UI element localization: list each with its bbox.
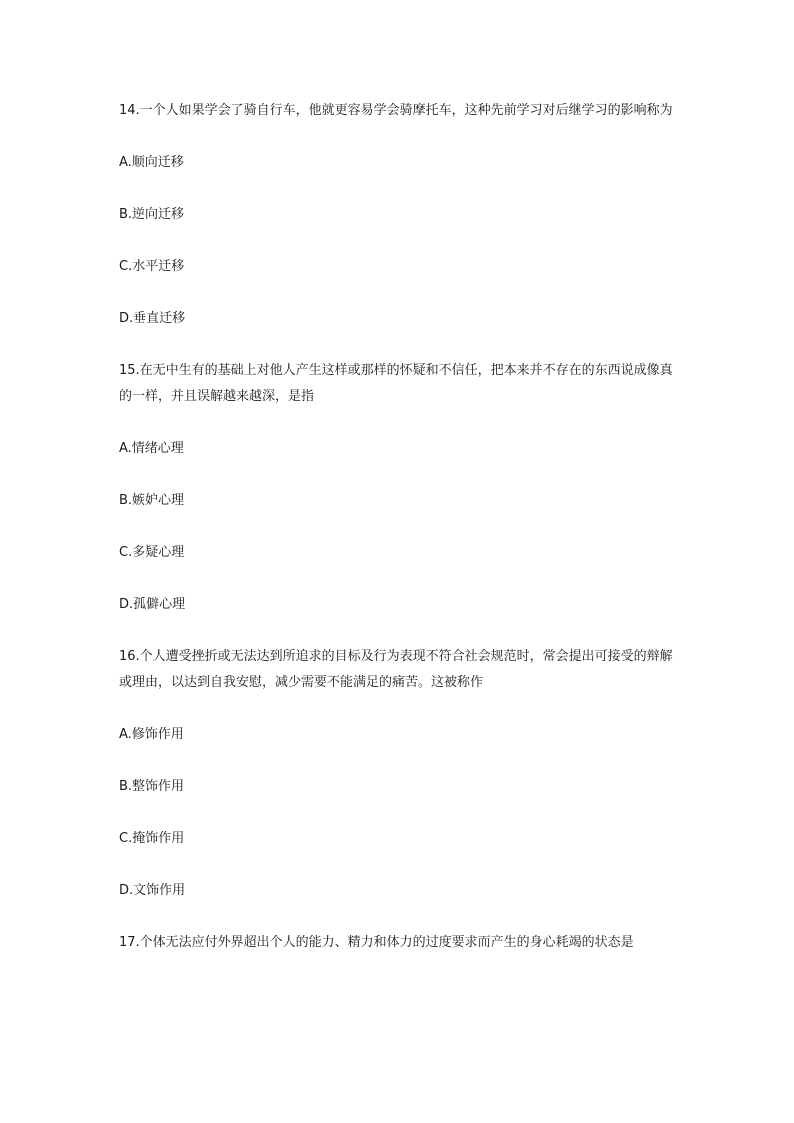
question-16-option-a: A.修饰作用: [119, 727, 184, 742]
question-14-stem: 14.一个人如果学会了骑自行车，他就更容易学会骑摩托车，这种先前学习对后继学习的影响称为: [119, 103, 673, 118]
question-15-option-b: B.嫉妒心理: [119, 493, 185, 508]
question-list: [119, 98, 681, 956]
question-15-stem: 15.在无中生有的基础上对他人产生这样或那样的怀疑和不信任，把本来并不存在的东西说成像真的一样，并且误解越来越深，是指: [119, 363, 673, 404]
question-14-option-d: D.垂直迁移: [119, 311, 186, 326]
question-14-option-a: A.顺向迁移: [119, 155, 184, 170]
question-16-option-b: B.整饰作用: [119, 779, 185, 794]
question-16-stem: 16.个人遭受挫折或无法达到所追求的目标及行为表现不符合社会规范时，常会提出可接受的辩解或理由，以达到自我安慰，减少需要不能满足的痛苦。这被称作: [119, 649, 673, 690]
question-14-option-b: B.逆向迁移: [119, 207, 185, 222]
question-15-option-a: A.情绪心理: [119, 441, 184, 456]
question-16-option-d: D.文饰作用: [119, 883, 186, 898]
question-17-stem: 17.个体无法应付外界超出个人的能力、精力和体力的过度要求而产生的身心耗竭的状态是: [119, 935, 634, 950]
question-15-option-d: D.孤僻心理: [119, 597, 186, 612]
question-15-option-c: C.多疑心理: [119, 545, 185, 560]
question-14-option-c: C.水平迁移: [119, 259, 185, 274]
question-16-option-c: C.掩饰作用: [119, 831, 185, 846]
